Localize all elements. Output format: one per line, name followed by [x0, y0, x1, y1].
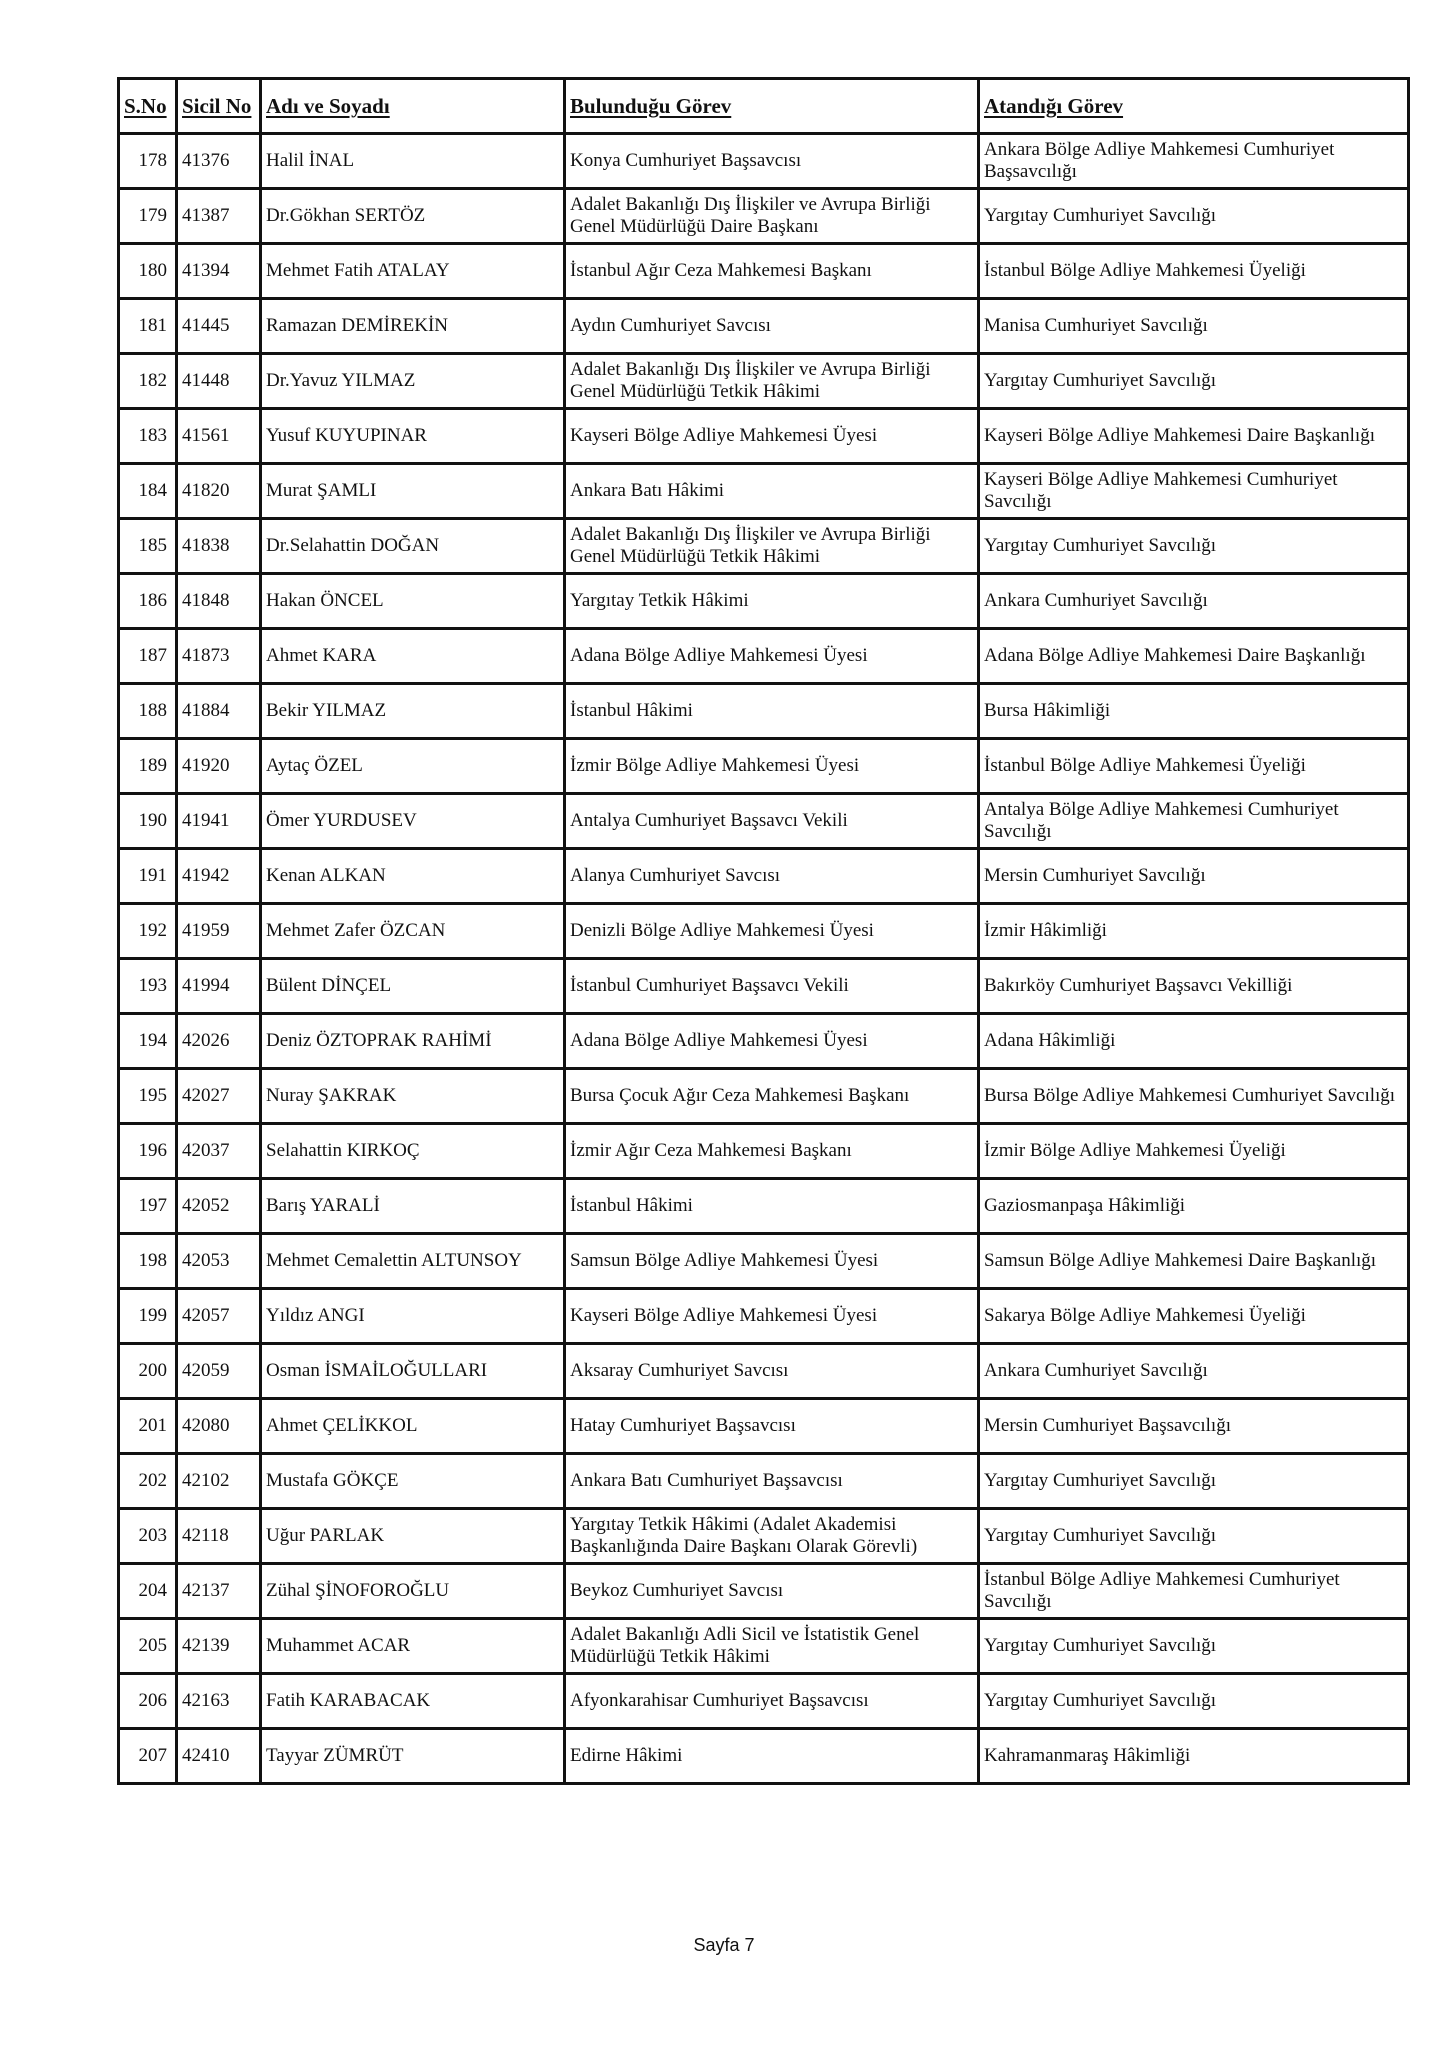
cell-assigned-position: İzmir Hâkimliği	[979, 904, 1409, 959]
cell-current-position: Ankara Batı Cumhuriyet Başsavcısı	[565, 1454, 979, 1509]
cell-sicil-no: 41394	[177, 244, 261, 299]
cell-name: Aytaç ÖZEL	[261, 739, 565, 794]
cell-name: Yusuf KUYUPINAR	[261, 409, 565, 464]
cell-sno: 190	[119, 794, 177, 849]
cell-name: Mehmet Cemalettin ALTUNSOY	[261, 1234, 565, 1289]
cell-assigned-position: Mersin Cumhuriyet Savcılığı	[979, 849, 1409, 904]
page-number: Sayfa 7	[693, 1935, 755, 1955]
cell-sicil-no: 41994	[177, 959, 261, 1014]
cell-assigned-position: Bakırköy Cumhuriyet Başsavcı Vekilliği	[979, 959, 1409, 1014]
cell-name: Tayyar ZÜMRÜT	[261, 1729, 565, 1784]
cell-name: Mehmet Zafer ÖZCAN	[261, 904, 565, 959]
cell-sno: 191	[119, 849, 177, 904]
cell-current-position: İstanbul Hâkimi	[565, 684, 979, 739]
cell-sicil-no: 42137	[177, 1564, 261, 1619]
cell-sno: 204	[119, 1564, 177, 1619]
cell-current-position: İstanbul Cumhuriyet Başsavcı Vekili	[565, 959, 979, 1014]
cell-assigned-position: Yargıtay Cumhuriyet Savcılığı	[979, 354, 1409, 409]
cell-sicil-no: 41376	[177, 134, 261, 189]
header-sicil-no: Sicil No	[177, 79, 261, 134]
cell-assigned-position: Mersin Cumhuriyet Başsavcılığı	[979, 1399, 1409, 1454]
cell-assigned-position: Adana Hâkimliği	[979, 1014, 1409, 1069]
cell-sicil-no: 41920	[177, 739, 261, 794]
table-row	[119, 959, 1409, 1014]
cell-sno: 194	[119, 1014, 177, 1069]
cell-sicil-no: 42102	[177, 1454, 261, 1509]
cell-current-position: İstanbul Hâkimi	[565, 1179, 979, 1234]
cell-current-position: Adalet Bakanlığı Dış İlişkiler ve Avrupa Birliği Genel Müdürlüğü Tetkik Hâkimi	[565, 354, 979, 409]
cell-current-position: Alanya Cumhuriyet Savcısı	[565, 849, 979, 904]
cell-sicil-no: 42026	[177, 1014, 261, 1069]
table-row	[119, 134, 1409, 189]
cell-current-position: Yargıtay Tetkik Hâkimi	[565, 574, 979, 629]
cell-sicil-no: 42052	[177, 1179, 261, 1234]
cell-sno: 198	[119, 1234, 177, 1289]
cell-name: Bekir YILMAZ	[261, 684, 565, 739]
cell-sicil-no: 42059	[177, 1344, 261, 1399]
cell-sicil-no: 41848	[177, 574, 261, 629]
table-row	[119, 574, 1409, 629]
table-row	[119, 1509, 1409, 1564]
cell-name: Zühal ŞİNOFOROĞLU	[261, 1564, 565, 1619]
cell-current-position: Antalya Cumhuriyet Başsavcı Vekili	[565, 794, 979, 849]
cell-assigned-position: Yargıtay Cumhuriyet Savcılığı	[979, 1674, 1409, 1729]
table-row	[119, 1729, 1409, 1784]
cell-assigned-position: Kahramanmaraş Hâkimliği	[979, 1729, 1409, 1784]
cell-sicil-no: 41838	[177, 519, 261, 574]
cell-sicil-no: 42037	[177, 1124, 261, 1179]
cell-assigned-position: Kayseri Bölge Adliye Mahkemesi Cumhuriyet Savcılığı	[979, 464, 1409, 519]
cell-assigned-position: Gaziosmanpaşa Hâkimliği	[979, 1179, 1409, 1234]
table-row	[119, 354, 1409, 409]
cell-current-position: Adana Bölge Adliye Mahkemesi Üyesi	[565, 1014, 979, 1069]
cell-current-position: Hatay Cumhuriyet Başsavcısı	[565, 1399, 979, 1454]
cell-sicil-no: 41561	[177, 409, 261, 464]
table-row	[119, 1124, 1409, 1179]
cell-assigned-position: Adana Bölge Adliye Mahkemesi Daire Başkanlığı	[979, 629, 1409, 684]
table-row	[119, 794, 1409, 849]
cell-current-position: Kayseri Bölge Adliye Mahkemesi Üyesi	[565, 409, 979, 464]
table-row	[119, 1069, 1409, 1124]
cell-assigned-position: Ankara Cumhuriyet Savcılığı	[979, 1344, 1409, 1399]
cell-assigned-position: Yargıtay Cumhuriyet Savcılığı	[979, 1454, 1409, 1509]
table-header-row	[119, 79, 1409, 134]
header-name: Adı ve Soyadı	[261, 79, 565, 134]
cell-sicil-no: 42057	[177, 1289, 261, 1344]
table-row	[119, 1289, 1409, 1344]
cell-assigned-position: İstanbul Bölge Adliye Mahkemesi Üyeliği	[979, 244, 1409, 299]
cell-sno: 178	[119, 134, 177, 189]
cell-assigned-position: Ankara Cumhuriyet Savcılığı	[979, 574, 1409, 629]
cell-sicil-no: 42027	[177, 1069, 261, 1124]
cell-name: Nuray ŞAKRAK	[261, 1069, 565, 1124]
cell-assigned-position: Antalya Bölge Adliye Mahkemesi Cumhuriyet Savcılığı	[979, 794, 1409, 849]
cell-sno: 186	[119, 574, 177, 629]
cell-sicil-no: 42139	[177, 1619, 261, 1674]
table-row	[119, 519, 1409, 574]
cell-assigned-position: Yargıtay Cumhuriyet Savcılığı	[979, 189, 1409, 244]
cell-assigned-position: Samsun Bölge Adliye Mahkemesi Daire Başkanlığı	[979, 1234, 1409, 1289]
cell-name: Ahmet ÇELİKKOL	[261, 1399, 565, 1454]
cell-name: Yıldız ANGI	[261, 1289, 565, 1344]
table-row	[119, 1619, 1409, 1674]
cell-current-position: Edirne Hâkimi	[565, 1729, 979, 1784]
cell-name: Ömer YURDUSEV	[261, 794, 565, 849]
cell-sno: 180	[119, 244, 177, 299]
cell-current-position: Afyonkarahisar Cumhuriyet Başsavcısı	[565, 1674, 979, 1729]
cell-sno: 205	[119, 1619, 177, 1674]
cell-sno: 192	[119, 904, 177, 959]
table-row	[119, 409, 1409, 464]
cell-assigned-position: Bursa Hâkimliği	[979, 684, 1409, 739]
cell-name: Mustafa GÖKÇE	[261, 1454, 565, 1509]
cell-current-position: Yargıtay Tetkik Hâkimi (Adalet Akademisi Başkanlığında Daire Başkanı Olarak Görevli)	[565, 1509, 979, 1564]
cell-current-position: İzmir Bölge Adliye Mahkemesi Üyesi	[565, 739, 979, 794]
cell-name: Osman İSMAİLOĞULLARI	[261, 1344, 565, 1399]
cell-sicil-no: 42118	[177, 1509, 261, 1564]
cell-name: Dr.Yavuz YILMAZ	[261, 354, 565, 409]
table-row	[119, 849, 1409, 904]
cell-name: Dr.Selahattin DOĞAN	[261, 519, 565, 574]
cell-current-position: Adana Bölge Adliye Mahkemesi Üyesi	[565, 629, 979, 684]
cell-current-position: Aydın Cumhuriyet Savcısı	[565, 299, 979, 354]
cell-name: Kenan ALKAN	[261, 849, 565, 904]
cell-name: Ahmet KARA	[261, 629, 565, 684]
cell-sno: 207	[119, 1729, 177, 1784]
cell-assigned-position: Sakarya Bölge Adliye Mahkemesi Üyeliği	[979, 1289, 1409, 1344]
cell-name: Selahattin KIRKOÇ	[261, 1124, 565, 1179]
cell-name: Barış YARALİ	[261, 1179, 565, 1234]
cell-name: Mehmet Fatih ATALAY	[261, 244, 565, 299]
table-row	[119, 464, 1409, 519]
cell-current-position: Adalet Bakanlığı Dış İlişkiler ve Avrupa Birliği Genel Müdürlüğü Daire Başkanı	[565, 189, 979, 244]
table-row	[119, 684, 1409, 739]
table-row	[119, 904, 1409, 959]
cell-current-position: Ankara Batı Hâkimi	[565, 464, 979, 519]
cell-sno: 199	[119, 1289, 177, 1344]
cell-sno: 206	[119, 1674, 177, 1729]
table-row	[119, 1344, 1409, 1399]
cell-sno: 181	[119, 299, 177, 354]
cell-assigned-position: Ankara Bölge Adliye Mahkemesi Cumhuriyet Başsavcılığı	[979, 134, 1409, 189]
table-row	[119, 629, 1409, 684]
cell-sno: 193	[119, 959, 177, 1014]
cell-name: Murat ŞAMLI	[261, 464, 565, 519]
cell-current-position: Konya Cumhuriyet Başsavcısı	[565, 134, 979, 189]
table-row	[119, 1014, 1409, 1069]
cell-sicil-no: 41884	[177, 684, 261, 739]
cell-sno: 195	[119, 1069, 177, 1124]
cell-assigned-position: Yargıtay Cumhuriyet Savcılığı	[979, 1509, 1409, 1564]
cell-current-position: İstanbul Ağır Ceza Mahkemesi Başkanı	[565, 244, 979, 299]
cell-name: Deniz ÖZTOPRAK RAHİMİ	[261, 1014, 565, 1069]
cell-sicil-no: 41445	[177, 299, 261, 354]
cell-sno: 189	[119, 739, 177, 794]
cell-assigned-position: İstanbul Bölge Adliye Mahkemesi Üyeliği	[979, 739, 1409, 794]
cell-sno: 183	[119, 409, 177, 464]
cell-current-position: İzmir Ağır Ceza Mahkemesi Başkanı	[565, 1124, 979, 1179]
cell-name: Bülent DİNÇEL	[261, 959, 565, 1014]
cell-sicil-no: 41820	[177, 464, 261, 519]
cell-name: Uğur PARLAK	[261, 1509, 565, 1564]
cell-sno: 203	[119, 1509, 177, 1564]
cell-sicil-no: 41448	[177, 354, 261, 409]
cell-current-position: Samsun Bölge Adliye Mahkemesi Üyesi	[565, 1234, 979, 1289]
table-row	[119, 1234, 1409, 1289]
assignment-table	[117, 77, 1410, 1785]
cell-current-position: Kayseri Bölge Adliye Mahkemesi Üyesi	[565, 1289, 979, 1344]
cell-sicil-no: 42080	[177, 1399, 261, 1454]
header-assigned-position: Atandığı Görev	[979, 79, 1409, 134]
cell-sno: 184	[119, 464, 177, 519]
cell-current-position: Adalet Bakanlığı Adli Sicil ve İstatistik Genel Müdürlüğü Tetkik Hâkimi	[565, 1619, 979, 1674]
cell-assigned-position: Manisa Cumhuriyet Savcılığı	[979, 299, 1409, 354]
table-row	[119, 739, 1409, 794]
table-row	[119, 1564, 1409, 1619]
table-row	[119, 244, 1409, 299]
table-row	[119, 1179, 1409, 1234]
header-current-position: Bulunduğu Görev	[565, 79, 979, 134]
cell-sno: 197	[119, 1179, 177, 1234]
cell-assigned-position: Yargıtay Cumhuriyet Savcılığı	[979, 1619, 1409, 1674]
cell-name: Halil İNAL	[261, 134, 565, 189]
cell-sicil-no: 42410	[177, 1729, 261, 1784]
table-row	[119, 1399, 1409, 1454]
cell-name: Ramazan DEMİREKİN	[261, 299, 565, 354]
cell-sicil-no: 41941	[177, 794, 261, 849]
cell-sicil-no: 41873	[177, 629, 261, 684]
header-sno: S.No	[119, 79, 177, 134]
cell-current-position: Aksaray Cumhuriyet Savcısı	[565, 1344, 979, 1399]
cell-name: Hakan ÖNCEL	[261, 574, 565, 629]
cell-current-position: Beykoz Cumhuriyet Savcısı	[565, 1564, 979, 1619]
cell-assigned-position: Yargıtay Cumhuriyet Savcılığı	[979, 519, 1409, 574]
cell-current-position: Adalet Bakanlığı Dış İlişkiler ve Avrupa Birliği Genel Müdürlüğü Tetkik Hâkimi	[565, 519, 979, 574]
cell-sno: 200	[119, 1344, 177, 1399]
cell-assigned-position: Bursa Bölge Adliye Mahkemesi Cumhuriyet Savcılığı	[979, 1069, 1409, 1124]
cell-name: Dr.Gökhan SERTÖZ	[261, 189, 565, 244]
table-row	[119, 299, 1409, 354]
cell-sno: 196	[119, 1124, 177, 1179]
cell-sicil-no: 41959	[177, 904, 261, 959]
cell-current-position: Denizli Bölge Adliye Mahkemesi Üyesi	[565, 904, 979, 959]
table-row	[119, 189, 1409, 244]
cell-assigned-position: İzmir Bölge Adliye Mahkemesi Üyeliği	[979, 1124, 1409, 1179]
cell-sno: 185	[119, 519, 177, 574]
cell-name: Muhammet ACAR	[261, 1619, 565, 1674]
cell-sicil-no: 41387	[177, 189, 261, 244]
cell-sicil-no: 42163	[177, 1674, 261, 1729]
cell-name: Fatih KARABACAK	[261, 1674, 565, 1729]
table-row	[119, 1674, 1409, 1729]
table-row	[119, 1454, 1409, 1509]
cell-sno: 182	[119, 354, 177, 409]
cell-sno: 179	[119, 189, 177, 244]
table-body	[119, 134, 1409, 1784]
cell-sno: 187	[119, 629, 177, 684]
cell-assigned-position: İstanbul Bölge Adliye Mahkemesi Cumhuriyet Savcılığı	[979, 1564, 1409, 1619]
cell-sno: 202	[119, 1454, 177, 1509]
cell-sicil-no: 41942	[177, 849, 261, 904]
cell-sno: 188	[119, 684, 177, 739]
cell-current-position: Bursa Çocuk Ağır Ceza Mahkemesi Başkanı	[565, 1069, 979, 1124]
cell-assigned-position: Kayseri Bölge Adliye Mahkemesi Daire Başkanlığı	[979, 409, 1409, 464]
cell-sicil-no: 42053	[177, 1234, 261, 1289]
cell-sno: 201	[119, 1399, 177, 1454]
